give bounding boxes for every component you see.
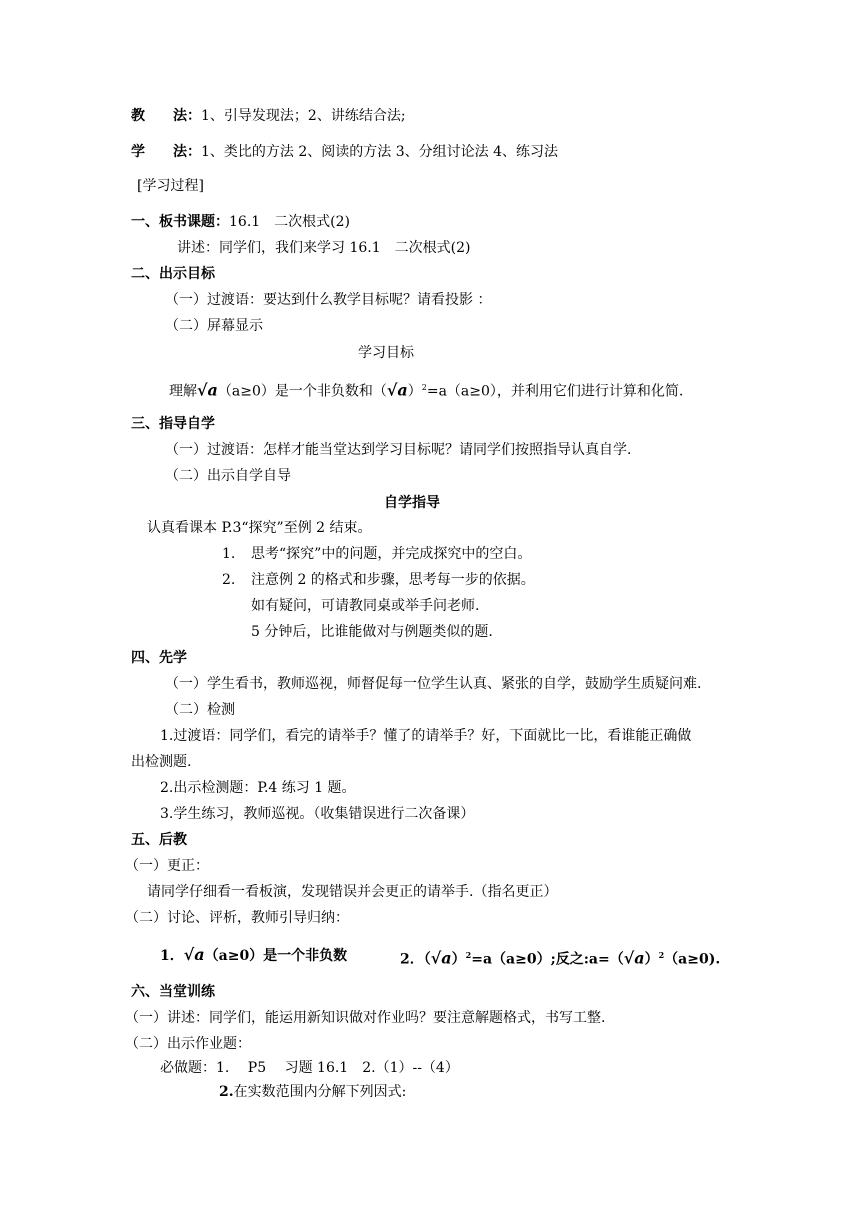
goal-text-1: 理解 (169, 383, 197, 400)
section-5-title: 五、后教 (131, 832, 187, 848)
teaching-method-text: 1、引导发现法；2、讲练结合法; (201, 108, 406, 124)
section-2-title: 二、出示目标 (131, 266, 215, 282)
summary-2-text-2: ） (451, 951, 466, 968)
goal-text-3: ） (407, 383, 422, 400)
homework-required: 必做题：1. P5 习题 16.1 2.（1）--（4） (160, 1060, 459, 1076)
summary-2-superscript: 2 (465, 950, 472, 960)
section-4-title: 四、先学 (131, 650, 187, 666)
check-paragraph-3: 3.学生练习，教师巡视。（收集错误进行二次备课） (160, 806, 475, 822)
summary-2 (400, 945, 720, 970)
summary-2-text-4: ） (644, 951, 659, 968)
guide-step-2-number: 2. (222, 572, 236, 588)
section-6-item-1: （一）讲述：同学们，能运用新知识做对作业吗？要注意解题格式，书写工整. (125, 1010, 606, 1026)
goal-text-2: （a≥0）是一个非负数和（ (217, 383, 387, 400)
guide-step-1-number: 1. (222, 546, 236, 562)
homework-2 (219, 1082, 406, 1102)
section-6-title: 六、当堂训练 (131, 984, 215, 1000)
goal-title: 学习目标 (358, 345, 414, 361)
homework-2-text: 在实数范围内分解下列因式: (233, 1084, 407, 1100)
section-1-lecture: 讲述：同学们，我们来学习 16.1 二次根式(2) (177, 240, 471, 256)
section-1-topic: 16.1 二次根式(2) (229, 214, 351, 230)
section-3-item-2: （二）出示自学自导 (165, 468, 291, 484)
summary-2-text-5: （a≥0). (664, 951, 721, 968)
process-heading: [学习过程] (137, 178, 204, 194)
section-1-line (131, 212, 350, 232)
section-2-item-2: （二）屏幕显示 (165, 318, 263, 334)
section-5-item-1-text: 请同学仔细看一看板演，发现错误并会更正的请举手.（指名更正） (147, 884, 558, 900)
teaching-method-line (131, 106, 406, 126)
check-paragraph-1b: 出检测题. (131, 754, 192, 770)
guide-note-2: 5 分钟后，比谁能做对与例题类似的题. (251, 624, 493, 640)
section-5-item-1: （一）更正： (125, 858, 209, 874)
guide-step-1: 思考“探究”中的问题，并完成探究中的空白。 (251, 546, 532, 562)
summary-2-superscript-2: 2 (658, 950, 665, 960)
sqrt-a-icon: √a (430, 948, 452, 968)
goal-statement (169, 378, 683, 402)
learning-method-label: 学 法： (131, 144, 201, 160)
section-1-title: 一、板书课题： (131, 214, 229, 230)
sqrt-a-icon: √a (197, 380, 218, 400)
summary-1-text: （a≥0）是一个非负数 (204, 948, 348, 964)
check-paragraph-2: 2.出示检测题：P.4 练习 1 题。 (160, 780, 356, 796)
section-4-item-2: （二）检测 (165, 702, 235, 718)
goal-text-4: =a（a≥0），并利用它们进行计算和化简. (426, 383, 684, 400)
goal-superscript: 2 (421, 383, 427, 392)
learning-method-text: 1、类比的方法 2、阅读的方法 3、分组讨论法 4、练习法 (201, 144, 558, 160)
section-4-item-1: （一）学生看书，教师巡视，师督促每一位学生认真、紧张的自学，鼓励学生质疑问难. (165, 676, 702, 692)
homework-2-number: 2. (219, 1084, 234, 1100)
guide-note-1: 如有疑问，可请教同桌或举手问老师. (251, 598, 480, 614)
sqrt-a-icon: √a (623, 948, 645, 968)
section-3-title: 三、指导自学 (131, 416, 215, 432)
summary-2-text-3: =a（a≥0）;反之:a=（ (471, 951, 624, 968)
summary-2-number: 2．（ (400, 951, 431, 968)
sqrt-a-icon: √a (386, 380, 408, 400)
learning-method-line (131, 142, 558, 162)
guide-step-2: 注意例 2 的格式和步骤，思考每一步的依据。 (251, 572, 535, 588)
guide-intro: 认真看课本 P.3“探究”至例 2 结束。 (147, 520, 372, 536)
section-2-item-1: （一）过渡语：要达到什么教学目标呢？请看投影 ： (165, 292, 492, 308)
section-3-item-1: （一）过渡语：怎样才能当堂达到学习目标呢？请同学们按照指导认真自学. (165, 442, 632, 458)
section-6-item-2: （二）出示作业题： (125, 1036, 251, 1052)
sqrt-a-icon: √a (183, 945, 205, 964)
check-paragraph-1a: 1.过渡语：同学们，看完的请举手？懂了的请举手？好，下面就比一比，看谁能正确做 (160, 728, 692, 744)
teaching-method-label: 教 法： (131, 108, 201, 124)
summary-1 (160, 945, 347, 966)
section-5-item-2: （二）讨论、评析，教师引导归纳： (125, 910, 349, 926)
guide-title: 自学指导 (384, 495, 440, 511)
summary-1-number: 1． (160, 948, 184, 964)
